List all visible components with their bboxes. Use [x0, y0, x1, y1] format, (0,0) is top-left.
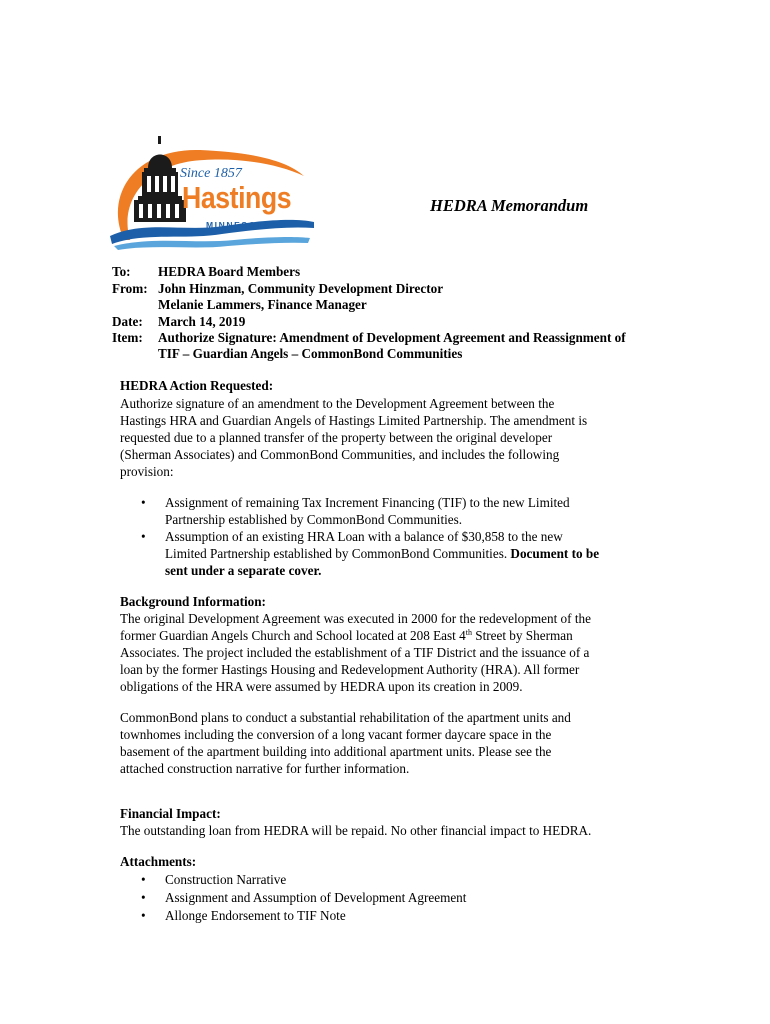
bullet-marker: • — [141, 872, 146, 887]
header-to-label: To: — [112, 264, 131, 279]
background-p2-line: basement of the apartment building into additional apartment units. Please see the — [120, 744, 552, 759]
header-item-value-1: Authorize Signature: Amendment of Development Agreement and Reassignment of — [158, 330, 626, 345]
logo-name-text: Hastings — [182, 180, 292, 215]
action-bullet-2-line-3 — [165, 562, 321, 579]
action-bullet-2-text: Limited Partnership established by CommonBond Communities. — [165, 546, 511, 561]
background-p2-line: townhomes including the conversion of a long vacant former daycare space in the — [120, 727, 552, 742]
header-item-label: Item: — [112, 330, 143, 345]
logo-since-text: Since 1857 — [180, 166, 242, 181]
hastings-logo — [104, 136, 316, 252]
action-line: provision: — [120, 464, 174, 479]
background-line: loan by the former Hastings Housing and Redevelopment Authority (HRA). All former — [120, 662, 580, 677]
bullet-marker: • — [141, 529, 146, 544]
action-line: Authorize signature of an amendment to the Development Agreement between the — [120, 396, 555, 411]
background-p2-line: CommonBond plans to conduct a substantial rehabilitation of the apartment units and — [120, 710, 571, 725]
background-line — [120, 627, 573, 644]
action-line: (Sherman Associates) and CommonBond Communities, and includes the following — [120, 447, 560, 462]
ordinal-suffix: th — [465, 628, 472, 637]
attachment-item: Assignment and Assumption of Development Agreement — [165, 890, 467, 905]
background-line: Associates. The project included the establishment of a TIF District and the issuance of a — [120, 645, 590, 660]
attachment-item: Allonge Endorsement to TIF Note — [165, 908, 346, 923]
attachments-title: Attachments: — [120, 854, 197, 869]
action-line: Hastings HRA and Guardian Angels of Hastings Limited Partnership. The amendment is — [120, 413, 588, 428]
bullet-marker: • — [141, 890, 146, 905]
background-line: The original Development Agreement was executed in 2000 for the redevelopment of the — [120, 611, 591, 626]
action-bullet-1-line-1: Assignment of remaining Tax Increment Financing (TIF) to the new Limited — [165, 495, 570, 510]
background-line-text: Street by Sherman — [471, 628, 573, 643]
header-date-value: March 14, 2019 — [158, 314, 246, 329]
attachment-item: Construction Narrative — [165, 872, 287, 887]
action-title: HEDRA Action Requested: — [120, 378, 274, 393]
bullet-marker: • — [141, 495, 146, 510]
header-date-label: Date: — [112, 314, 143, 329]
financial-text: The outstanding loan from HEDRA will be repaid. No other financial impact to HEDRA. — [120, 823, 592, 838]
memo-title: HEDRA Memorandum — [430, 196, 589, 215]
background-line: obligations of the HRA were assumed by HEDRA upon its creation in 2009. — [120, 679, 523, 694]
background-line-text: former Guardian Angels Church and School located at 208 East 4 — [120, 628, 466, 643]
header-to-value: HEDRA Board Members — [158, 264, 301, 279]
action-bullet-2-line-1: Assumption of an existing HRA Loan with a balance of $30,858 to the new — [165, 529, 563, 544]
financial-title: Financial Impact: — [120, 806, 221, 821]
action-bullet-2-line-2 — [165, 545, 599, 562]
header-from-label: From: — [112, 281, 148, 296]
background-title: Background Information: — [120, 594, 266, 609]
action-line: requested due to a planned transfer of the property between the original developer — [120, 430, 553, 445]
action-bullet-2-bold: Document to be — [510, 546, 600, 561]
header-from-value-1: John Hinzman, Community Development Director — [158, 281, 444, 296]
logo-state-text: MINNESOTA — [206, 220, 271, 230]
header-from-value-2: Melanie Lammers, Finance Manager — [158, 297, 367, 312]
header-item-value-2: TIF – Guardian Angels – CommonBond Communities — [158, 346, 463, 361]
background-p2-line: attached construction narrative for further information. — [120, 761, 410, 776]
action-bullet-2-bold-line: sent under a separate cover. — [165, 563, 322, 578]
action-bullet-1-line-2: Partnership established by CommonBond Communities. — [165, 512, 463, 527]
bullet-marker: • — [141, 908, 146, 923]
